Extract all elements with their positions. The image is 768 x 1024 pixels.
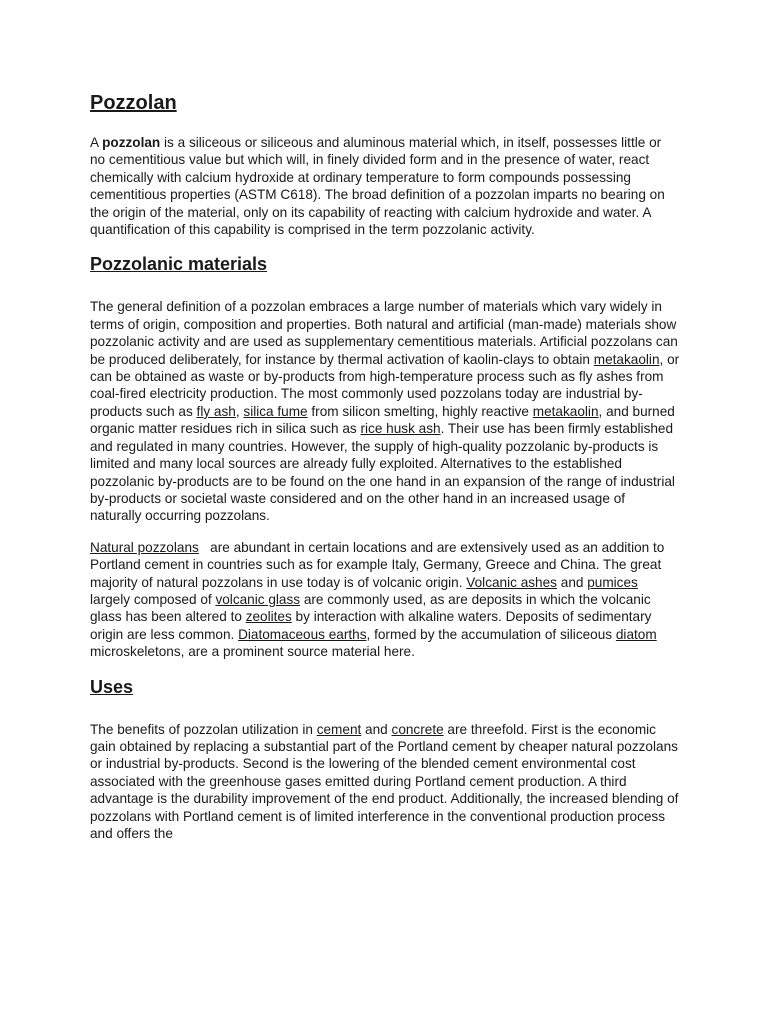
link-zeolites[interactable]: zeolites: [245, 609, 292, 625]
materials-paragraph-2: [90, 539, 680, 661]
section-heading-materials: Pozzolanic materials: [90, 254, 268, 275]
link-fly-ash[interactable]: fly ash: [196, 403, 236, 419]
intro-term: pozzolan: [102, 135, 161, 150]
section-heading-uses: Uses: [90, 676, 134, 697]
text-run: are commonly used, as are deposits in which the volcanic glass has been altered to: [90, 591, 651, 625]
link-rice-husk-ash[interactable]: rice husk ash: [360, 421, 441, 437]
text-run: ,: [235, 403, 244, 419]
link-natural-pozzolans[interactable]: Natural pozzolans: [90, 539, 199, 555]
link-diatom[interactable]: diatom: [615, 626, 657, 642]
text-run: and: [556, 574, 588, 590]
text-run: by interaction with alkaline waters. Deposits of sedimentary origin are less common.: [90, 609, 652, 642]
intro-text: is a siliceous or siliceous and aluminous material which, in itself, possesses little or no cementitious value but which will, in finely divided form and in the presence of water, react chemically with calcium hydroxide at ordinary temperature to form compounds possessing cementitious properties (ASTM C618). The broad definition of a pozzolan imparts no bearing on the origin of the material, only on its capability of reacting with calcium hydroxide and water. A quantification of this capability is comprised in the term pozzolanic activity.: [90, 135, 665, 238]
document-body: [90, 90, 680, 842]
link-diatomaceous-earths[interactable]: Diatomaceous earths: [238, 626, 367, 642]
link-cement[interactable]: cement: [316, 721, 362, 737]
uses-paragraph-1: [90, 721, 680, 843]
link-silica-fume[interactable]: silica fume: [243, 403, 308, 419]
text-run: , or can be obtained as waste or by-products from high-temperature process such as fly ashes from coal-fired electricity production. The most commonly used pozzolans today are industrial by-products such as: [90, 351, 680, 419]
text-run: are threefold. First is the economic gain obtained by replacing a substantial part of the Portland cement by cheaper natural pozzolans or industrial by-products. Second is the lowering of the blended cement environmental cost associated with the greenhouse gases emitted during Portland cement production. A third advantage is the durability improvement of the end product. Additionally, the increased blending of pozzolans with Portland cement is of limited interference in the conventional production process and offers the: [90, 721, 679, 841]
text-run: The benefits of pozzolan utilization in: [90, 721, 317, 737]
link-concrete[interactable]: concrete: [391, 721, 444, 737]
intro-paragraph: [90, 134, 680, 238]
text-run: microskeletons, are a prominent source material here.: [90, 644, 415, 660]
text-run: from silicon smelting, highly reactive: [307, 403, 533, 419]
link-metakaolin-2[interactable]: metakaolin: [532, 403, 599, 419]
text-run: . Their use has been firmly established and regulated in many countries. However, the supply of high-quality pozzolanic by-products is limited and many local sources are already fully exploited. Alternatives to the established pozzolanic by-products are to be found on the one hand in an expansion of the range of industrial by-products or societal waste considered and on the other hand in an increased usage of naturally occurring pozzolans.: [90, 421, 675, 524]
text-run: , and burned organic matter residues rich in silica such as: [90, 403, 675, 437]
intro-lead: A: [90, 135, 103, 150]
text-run: and: [361, 721, 392, 737]
link-volcanic-ashes[interactable]: Volcanic ashes: [466, 574, 557, 590]
text-run: are abundant in certain locations and are extensively used as an addition to Portland cement in countries such as for example Italy, Germany, Greece and China. The great majority of natural pozzolans in use today is of volcanic origin.: [90, 539, 669, 590]
text-run: largely composed of: [90, 591, 216, 607]
link-pumices[interactable]: pumices: [587, 574, 638, 590]
text-run: , formed by the accumulation of siliceous: [366, 626, 616, 642]
link-metakaolin[interactable]: metakaolin: [593, 351, 660, 367]
text-run: The general definition of a pozzolan embraces a large number of materials which vary widely in terms of origin, composition and properties. Both natural and artificial (man-made) materials show pozzolanic activity and are used as supplementary cementitious materials. Artificial pozzolans can be produced deliberately, for instance by thermal activation of kaolin-clays to obtain: [90, 299, 678, 367]
materials-paragraph-1: [90, 298, 680, 524]
link-volcanic-glass[interactable]: volcanic glass: [215, 591, 301, 607]
page-title: Pozzolan: [90, 92, 177, 114]
